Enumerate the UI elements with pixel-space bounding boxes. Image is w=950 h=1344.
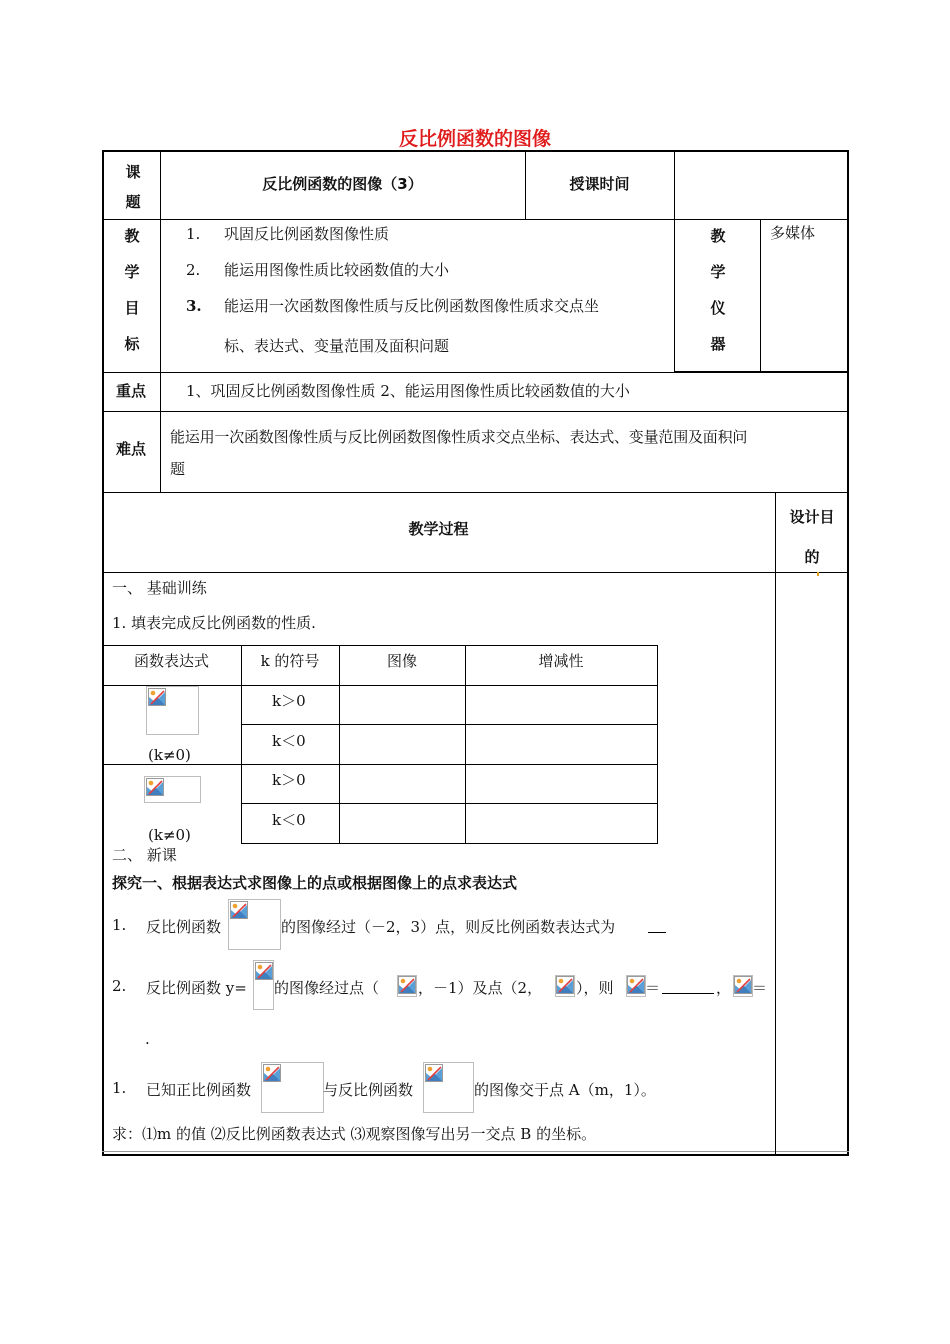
formula-image-placeholder — [626, 975, 646, 997]
problem-2-text-d: ），则 — [576, 979, 614, 997]
broken-image-icon — [148, 688, 166, 706]
document-title: 反比例函数的图像 — [398, 128, 551, 150]
answer-blank — [662, 993, 714, 994]
col-header-expression: 函数表达式 — [133, 652, 209, 670]
formula-image-placeholder — [423, 1062, 474, 1113]
problem-3-text-b: 与反比例函数 — [323, 1081, 414, 1099]
broken-image-icon — [230, 901, 248, 919]
instrument-value: 多媒体 — [770, 224, 816, 242]
problem-3-num: 1. — [112, 1079, 127, 1097]
difficulty-text: 能运用一次函数图像性质与反比例函数图像性质求交点坐标、表达式、变量范围及面积问 题 — [170, 428, 748, 478]
col-header-monotonicity: 增减性 — [538, 652, 584, 670]
formula-image-placeholder — [146, 686, 199, 735]
topic-value: 反比例函数的图像（3） — [262, 175, 423, 193]
key-point-label: 重点 — [115, 382, 146, 400]
broken-image-icon — [556, 976, 574, 994]
broken-image-icon — [734, 976, 752, 994]
problem-2-text-f: ， — [716, 979, 732, 997]
k-sign-cell: k＞0 — [272, 692, 306, 710]
goals-label: 教 学 目 标 — [124, 227, 140, 353]
formula-image-placeholder — [253, 960, 274, 1010]
goal-item: 1. 巩固反比例函数图像性质 — [186, 225, 390, 243]
problem-3-text-a: 已知正比例函数 — [146, 1081, 252, 1099]
instrument-label: 教 学 仪 器 — [710, 227, 726, 353]
section-basic-training: 一、 基础训练 — [112, 579, 207, 597]
marker-dot — [817, 572, 819, 576]
broken-image-icon — [398, 976, 416, 994]
formula-image-placeholder — [228, 899, 281, 950]
goal-item: 2. 能运用图像性质比较函数值的大小 — [186, 261, 450, 279]
formula-image-placeholder — [397, 975, 417, 997]
goal-item: 标、表达式、变量范围及面积问题 — [224, 337, 450, 355]
topic-label: 课 题 — [125, 163, 141, 211]
broken-image-icon — [255, 962, 273, 980]
problem-3-text-c: 的图像交于点 A（m，1）。 — [474, 1081, 656, 1099]
problem-2-text-c: ，－1）及点（2， — [418, 979, 543, 997]
problem-3-questions: 求：⑴m 的值 ⑵反比例函数表达式 ⑶观察图像写出另一交点 B 的坐标。 — [112, 1125, 597, 1143]
formula-image-placeholder — [144, 776, 201, 803]
teaching-process-label: 教学过程 — [408, 520, 469, 538]
problem-2-end: . — [145, 1030, 150, 1048]
col-header-graph: 图像 — [386, 652, 417, 670]
goal-item: 3. 能运用一次函数图像性质与反比例函数图像性质求交点坐 — [186, 297, 600, 315]
problem-2-num: 2. — [112, 977, 127, 995]
teaching-time-label: 授课时间 — [569, 175, 630, 193]
problem-1-text-b: 的图像经过（－2，3）点，则反比例函数表达式为 — [281, 918, 616, 936]
key-point-text: 1、巩固反比例函数图像性质 2、能运用图像性质比较函数值的大小 — [186, 382, 630, 400]
formula-image-placeholder — [261, 1062, 324, 1113]
broken-image-icon — [146, 778, 164, 796]
problem-2-text-e: ＝ — [645, 979, 661, 997]
question-1: 1. 填表完成反比例函数的性质. — [112, 614, 316, 632]
explore-1-heading: 探究一、根据表达式求图像上的点或根据图像上的点求表达式 — [112, 874, 518, 892]
k-sign-cell: k＜0 — [272, 732, 306, 750]
formula-image-placeholder — [733, 975, 753, 997]
k-sign-cell: k＞0 — [272, 771, 306, 789]
problem-2-text-a: 反比例函数 y= — [146, 979, 247, 997]
difficulty-label: 难点 — [115, 440, 146, 458]
broken-image-icon — [263, 1064, 281, 1082]
col-header-k-sign: k 的符号 — [260, 652, 320, 670]
answer-blank — [648, 932, 666, 933]
k-condition: (k≠0) — [148, 826, 191, 844]
goals-list — [186, 223, 672, 365]
problem-2-text-g: ＝ — [752, 979, 768, 997]
k-condition: (k≠0) — [148, 746, 191, 764]
problem-2-text-b: 的图像经过点（ — [274, 979, 380, 997]
design-purpose-label: 设计目 的 — [789, 508, 835, 566]
formula-image-placeholder — [555, 975, 575, 997]
problem-1-num: 1. — [112, 916, 127, 934]
k-sign-cell: k＜0 — [272, 811, 306, 829]
problem-1-text-a: 反比例函数 — [146, 918, 222, 936]
broken-image-icon — [425, 1064, 443, 1082]
broken-image-icon — [627, 976, 645, 994]
section-new-lesson: 二、 新课 — [112, 846, 177, 864]
